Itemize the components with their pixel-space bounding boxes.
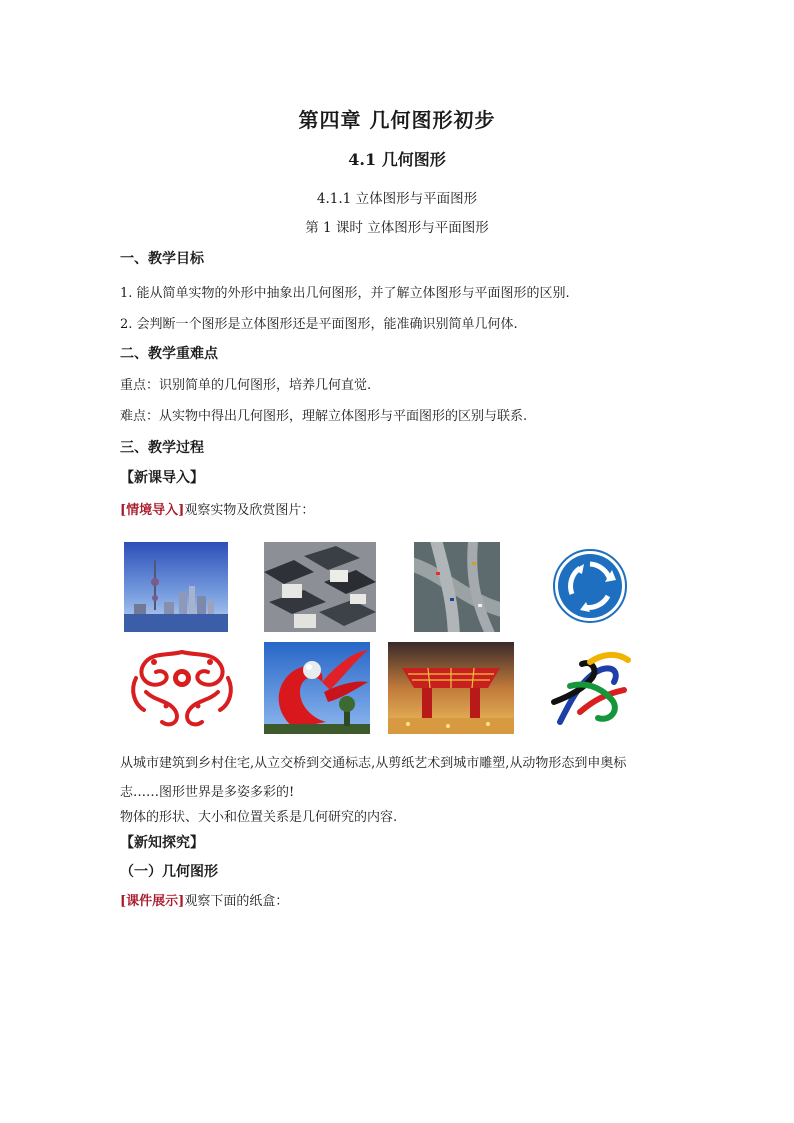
overpass-image (414, 542, 500, 632)
olympic-bid-logo-image (540, 642, 638, 732)
show-line (120, 890, 288, 909)
explore-heading: 【新知探究】 (120, 835, 204, 851)
process-heading: 三、教学过程 (120, 440, 204, 456)
red-sculpture-image (264, 642, 370, 734)
roundabout-sign-image (550, 546, 630, 626)
intro-line (120, 499, 314, 518)
section-title: 4.1 几何图形 (348, 150, 446, 169)
paragraph-1-line-1: 从城市建筑到乡村住宅,从立交桥到交通标志,从剪纸艺术到城市雕塑,从动物形态到申奥标 (120, 756, 627, 771)
show-tag: [课件展示] (120, 894, 185, 909)
paragraph-1-line-2: 志……图形世界是多姿多彩的! (120, 785, 295, 800)
village-houses-image (264, 542, 376, 632)
chapter-title: 第四章 几何图形初步 (298, 108, 496, 132)
key-point-difficulty: 难点：从实物中得出几何图形，理解立体图形与平面图形的区别与联系. (120, 409, 528, 424)
goal-item-1: 1. 能从简单实物的外形中抽象出几何图形，并了解立体图形与平面图形的区别. (120, 286, 570, 301)
city-skyline-image (124, 542, 228, 632)
show-text: 观察下面的纸盒： (184, 894, 289, 909)
subsection-title: 4.1.1 立体图形与平面图形 (316, 191, 478, 207)
key-points-heading: 二、教学重难点 (120, 346, 218, 362)
key-point-focus: 重点：识别简单的几何图形，培养几何直觉. (120, 378, 372, 393)
intro-tag: [情境导入] (120, 503, 185, 518)
goal-item-2: 2. 会判断一个图形是立体图形还是平面图形，能准确识别简单几何体. (120, 317, 518, 332)
china-pavilion-image (388, 642, 514, 734)
intro-text: 观察实物及欣赏图片： (184, 503, 315, 518)
image-gallery (122, 538, 642, 734)
geometry-subheading: （一）几何图形 (120, 864, 218, 880)
lesson-title: 第 1 课时 立体图形与平面图形 (305, 220, 489, 236)
goals-heading: 一、教学目标 (120, 251, 204, 267)
paragraph-2: 物体的形状、大小和位置关系是几何研究的内容. (120, 810, 398, 825)
paper-cut-dragons-image (126, 642, 238, 732)
intro-heading: 【新课导入】 (120, 470, 204, 486)
